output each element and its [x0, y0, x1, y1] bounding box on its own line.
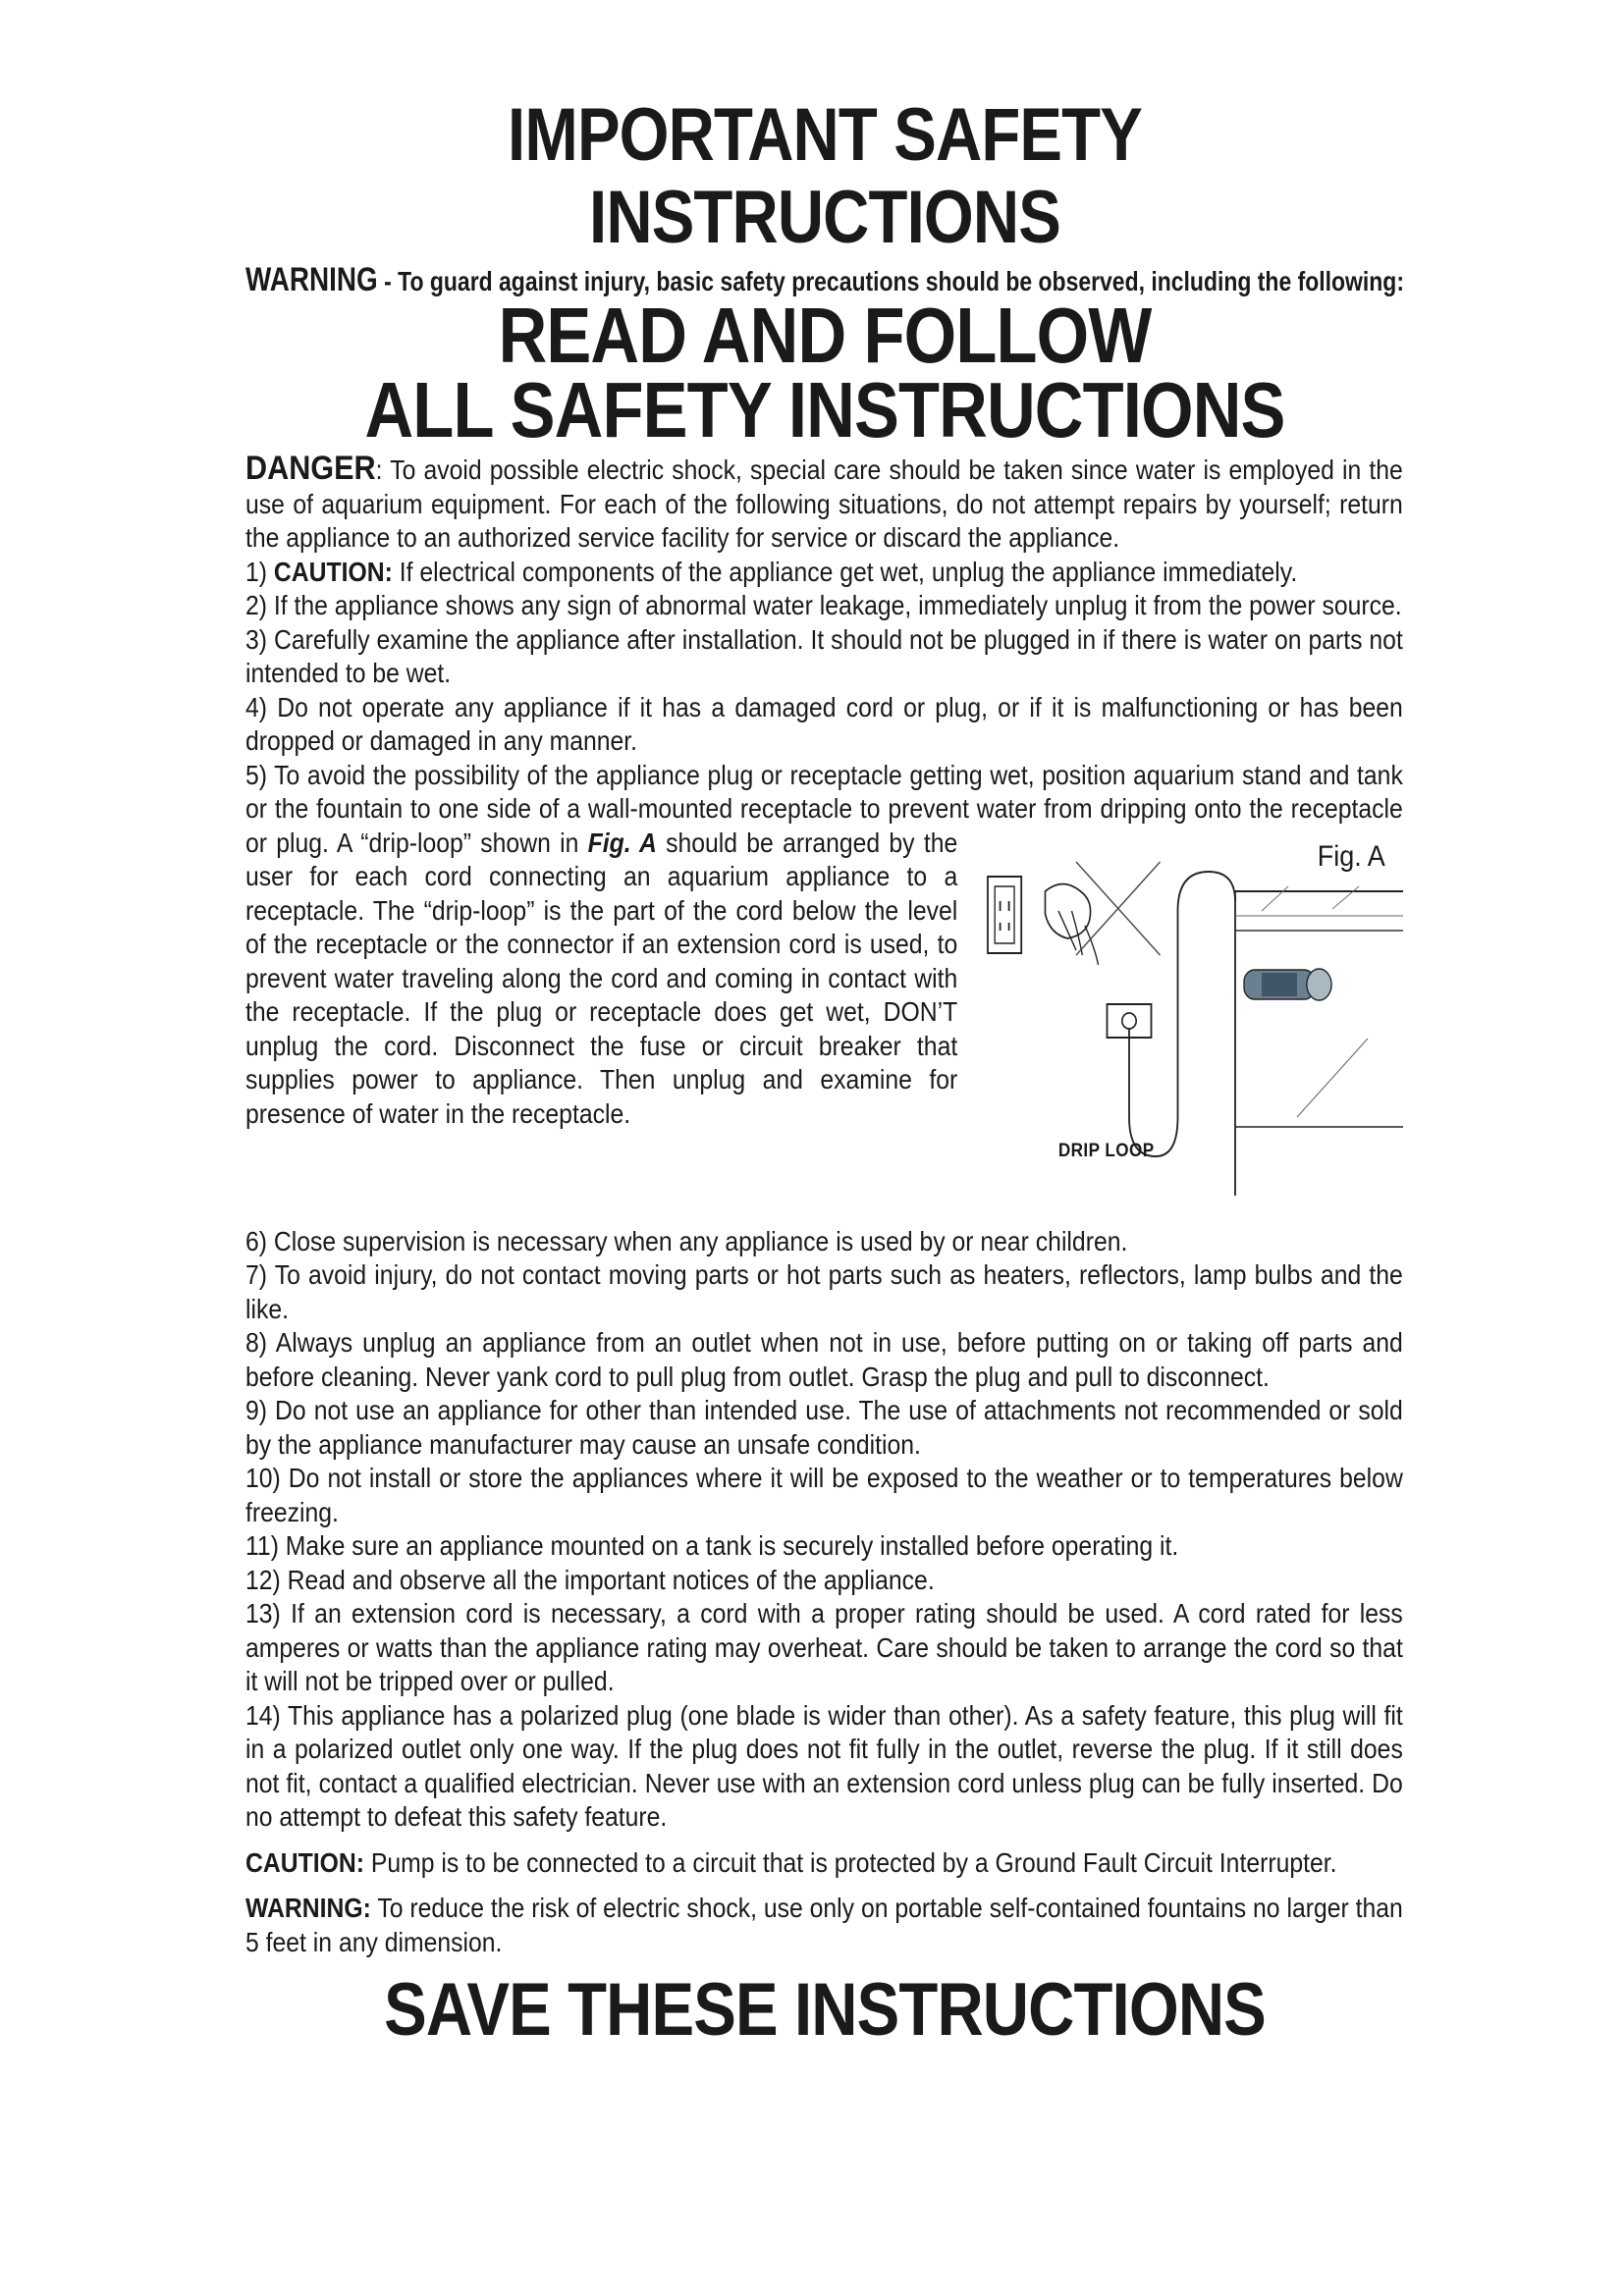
item-5-with-figure: [245, 759, 1403, 1225]
list-item: 8) Always unplug an appliance from an outlet when not in use, before putting on or taking off parts and before cleaning. Never yank cord to pull plug from outlet. Grasp the plug and pull to disconnect.: [245, 1327, 1403, 1392]
drip-loop-label: DRIP LOOP: [1057, 1140, 1155, 1161]
list-item: 3) Carefully examine the appliance after installation. It should not be plugged in if there is water on parts not intended to be wet.: [245, 623, 1403, 688]
list-item: 4) Do not operate any appliance if it has a damaged cord or plug, or if it is malfunctioning or has been dropped or damaged in any manner.: [245, 691, 1403, 756]
list-item: 10) Do not install or store the appliances where it will be exposed to the weather or to temperatures below freezing.: [245, 1463, 1403, 1527]
warning-intro-text: - To guard against injury, basic safety precautions should be observed, including the following:: [377, 266, 1404, 296]
item-5-text-a: 5) To avoid the possibility of the appliance plug or receptacle getting wet, position aquarium stand and tank or the fountain to one side of a wall-mounted receptacle to prevent water from dripping onto the receptacle or plug. A “drip-loop” shown in: [245, 759, 1403, 858]
list-item: 11) Make sure an appliance mounted on a tank is securely installed before operating it.: [245, 1530, 1179, 1561]
item-1-text: If electrical components of the appliance get wet, unplug the appliance immediately.: [392, 556, 1298, 587]
drip-loop-figure: [970, 832, 1403, 1225]
save-instructions-footer: SAVE THESE INSTRUCTIONS: [384, 1968, 1266, 2052]
caution-gfci: [245, 1846, 1403, 1881]
read-follow-heading-line1: READ AND FOLLOW: [498, 292, 1152, 379]
list-item: 13) If an extension cord is necessary, a cord with a proper rating should be used. A cord rated for less amperes or watts than the appliance rating may overheat. Care should be taken to arrange the cord so that it will not be tripped over or pulled.: [245, 1598, 1403, 1696]
list-item: [245, 556, 1403, 590]
warning-fountain-label: WARNING:: [245, 1893, 371, 1923]
figure-label: Fig. A: [1317, 839, 1385, 873]
drip-loop-diagram-icon: [970, 832, 1403, 1225]
list-item: 6) Close supervision is necessary when any appliance is used by or near children.: [245, 1225, 1128, 1256]
fig-reference: Fig. A: [587, 827, 657, 858]
read-follow-heading-line2: ALL SAFETY INSTRUCTIONS: [364, 366, 1285, 454]
caution-gfci-text: Pump is to be connected to a circuit that is protected by a Ground Fault Circuit Interrupter.: [363, 1846, 1337, 1878]
item-1-number: 1): [245, 556, 274, 587]
caution-gfci-label: CAUTION:: [245, 1846, 364, 1878]
list-item: 2) If the appliance shows any sign of abnormal water leakage, immediately unplug it from the power source.: [245, 590, 1402, 620]
instructions-body: [245, 452, 1403, 1959]
page-title: IMPORTANT SAFETY INSTRUCTIONS: [508, 93, 1142, 259]
safety-instructions-page: [245, 94, 1404, 2052]
list-item: 14) This appliance has a polarized plug (one blade is wider than other). As a safety feature, this plug will fit in a polarized outlet only one way. If the plug does not fit fully in the outlet, reverse the plug. If it still does not fit, contact a qualified electrician. Never use with an extension cord unless plug can be fully inserted. Do no attempt to defeat this safety feature.: [245, 1699, 1403, 1832]
warning-fountain-text: To reduce the risk of electric shock, use only on portable self-contained fountains no larger than 5 feet in any dimension.: [245, 1893, 1403, 1957]
list-item: 9) Do not use an appliance for other than intended use. The use of attachments not recommended or sold by the appliance manufacturer may cause an unsafe condition.: [245, 1395, 1403, 1460]
list-item: [245, 759, 1403, 1161]
danger-label: DANGER: [245, 450, 376, 487]
item-5-text-b-body: should be arranged by the user for each cord connecting an aquarium appliance to a receptacle. The “drip-loop” is the part of the cord below the level of the receptacle or the connector if an extension cord is used, to prevent water traveling along the cord and coming in contact with the receptacle. If the plug or receptacle does get wet, DON’T unplug the cord. Disconnect the fuse or circuit breaker that supplies power to appliance. Then unplug and examine for presence of water in the receptacle.: [245, 827, 958, 1129]
item-1-caution-label: CAUTION:: [273, 556, 393, 587]
danger-paragraph: [245, 452, 1403, 556]
danger-text: : To avoid possible electric shock, special care should be taken since water is employed in the use of aquarium equipment. For each of the following situations, do not attempt repairs by yourself; return the appliance to an authorized service facility for service or discard the appliance.: [245, 454, 1403, 553]
list-item: 7) To avoid injury, do not contact moving parts or hot parts such as heaters, reflectors, lamp bulbs and the like.: [245, 1259, 1403, 1324]
item-5-text-b: [245, 828, 957, 1129]
list-item: 12) Read and observe all the important notices of the appliance.: [245, 1564, 935, 1595]
warning-intro-label: WARNING: [245, 261, 378, 298]
warning-fountain: [245, 1892, 1403, 1959]
